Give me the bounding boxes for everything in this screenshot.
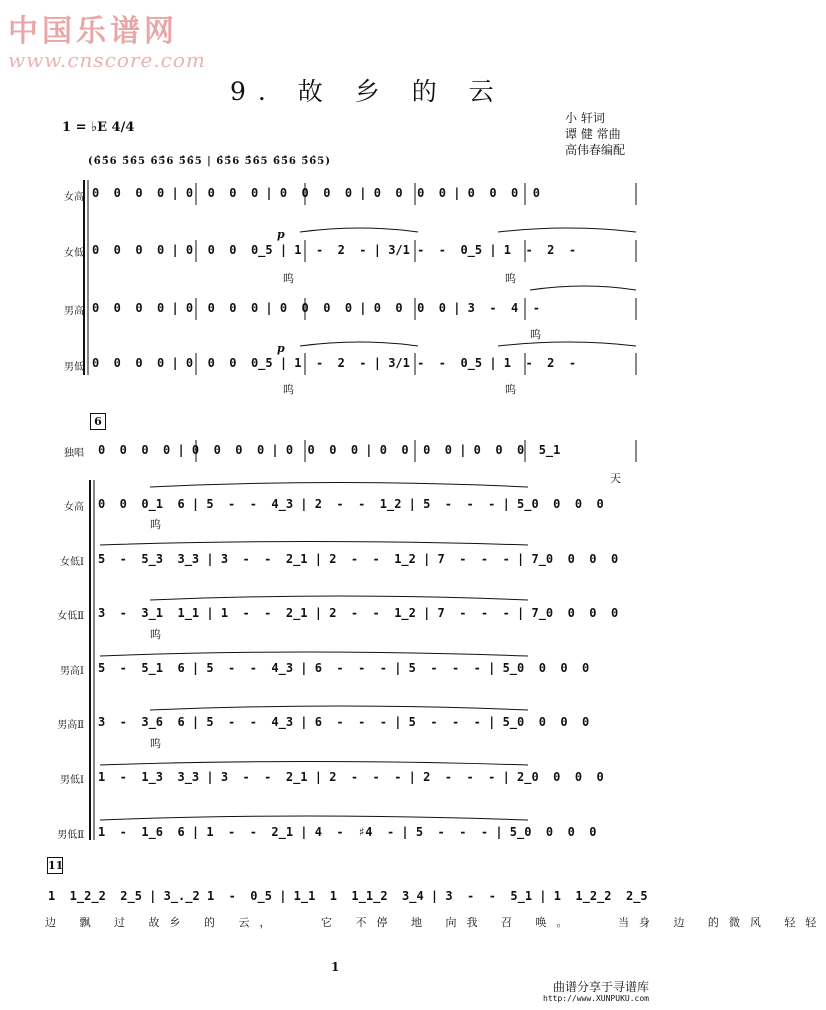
part-lyric: 呜 [505, 383, 516, 396]
part-notes: 0 0 0 0 | 0 0 0 0̲5 | 1 - 2 - | 3/1 - - 0̲5 | 1 - 2 - [92, 243, 577, 257]
part-lyric: 呜 [530, 328, 541, 341]
watermark-url: www.cnscore.com [8, 48, 206, 72]
dynamic-marking: p [277, 342, 285, 355]
part-label: 女低 [64, 248, 84, 259]
part-notes: 0 0 0 0 | 0 0 0 0 | 0 0 0 0 | 0 0 0 0 | 0 0 0 0 [92, 186, 540, 200]
melody-lyrics: 边 飘 过 故乡 的 云， 它 不停 地 向我 召 唤。 当身 边 的微风 轻轻 [45, 916, 826, 929]
page-number: 1 [331, 960, 340, 974]
part-notes: 5 - 5̲3 3̲3 | 3 - - 2̲1 | 2 - - 1̲2 | 7 - - - | 7̲0 0 0 0 [98, 552, 619, 566]
part-notes: 3 - 3̲6 6 | 5 - - 4̲3 | 6 - - - | 5 - - - | 5̲0 0 0 0 [98, 715, 590, 729]
part-notes: 0 0 0 0 | 0 0 0 0̲5 | 1 - 2 - | 3/1 - - 0̲5 | 1 - 2 - [92, 356, 577, 370]
credit-composer: 谭 健 常曲 [565, 127, 621, 141]
credit-arranger: 高伟春编配 [565, 143, 626, 157]
part-label: 独唱 [64, 448, 84, 459]
page-title: 9. 故 乡 的 云 [230, 77, 506, 106]
part-notes: 3 - 3̲1 1̲1 | 1 - - 2̲1 | 2 - - 1̲2 | 7 - - - | 7̲0 0 0 0 [98, 606, 619, 620]
intro-notes: (6̂5̂6 5̂6̂5 6̂5̂6 5̂6̂5 | 6̂5̂6 5̂6̂5 6̂5̂6 5̂6̂5) [88, 156, 331, 167]
part-label: 女低Ⅰ [60, 557, 84, 568]
part-lyric: 呜 [283, 383, 294, 396]
part-lyric: 呜 [505, 272, 516, 285]
part-label: 男高Ⅰ [60, 666, 84, 677]
part-label: 男高Ⅱ [57, 720, 84, 731]
part-label: 男低Ⅰ [60, 775, 84, 786]
part-label: 女高 [64, 192, 84, 203]
part-notes: 0 0 0 0 | 0 0 0 0 | 0 0 0 0 | 0 0 0 0 | 3 - 4 - [92, 301, 540, 315]
part-lyric: 呜 [150, 518, 161, 531]
part-label: 女高 [64, 502, 84, 513]
part-lyric: 呜 [150, 628, 161, 641]
part-notes: 5 - 5̲1 6 | 5 - - 4̲3 | 6 - - - | 5 - - - | 5̲0 0 0 0 [98, 661, 590, 675]
part-label: 女低Ⅱ [57, 611, 84, 622]
part-notes: 1 - 1̲3 3̲3 | 3 - - 2̲1 | 2 - - - | 2 - - - | 2̲0 0 0 0 [98, 770, 604, 784]
part-notes: 0 0 0 0 | 0 0 0 0 | 0 0 0 0 | 0 0 0 0 | 0 0 0 5̲1 [98, 443, 561, 457]
credit-lyricist: 小 轩词 [565, 111, 605, 125]
rehearsal-mark: 11 [48, 859, 64, 872]
part-notes: 1 - 1̲6 6 | 1 - - 2̲1 | 4 - ♯4 - | 5 - - - | 5̲0 0 0 0 [98, 825, 597, 839]
watermark-chinese: 中国乐谱网 [8, 14, 178, 49]
part-lyric: 呜 [283, 272, 294, 285]
part-label: 男高 [64, 306, 84, 317]
part-label: 男低Ⅱ [57, 830, 84, 841]
part-lyric: 呜 [150, 737, 161, 750]
footer-site-name: 曲谱分享于寻谱库 [553, 980, 650, 994]
dynamic-marking: p [277, 228, 285, 241]
key-signature: 1 = ♭E 4/4 [62, 120, 135, 135]
melody-notes: 1 1̲2̲2 2̲5 | 3̲.̲2 1 - 0̲5 | 1̲1 1 1̲1̲2 3̲4 | 3 - - 5̲1 | 1 1̲2̲2 2̲5 [48, 889, 648, 903]
footer-url[interactable]: http://www.XUNPUKU.com [543, 994, 649, 1003]
part-label: 男低 [64, 362, 84, 373]
part-notes: 0 0 0̲1 6 | 5 - - 4̲3 | 2 - - 1̲2 | 5 - - - | 5̲0 0 0 0 [98, 497, 604, 511]
rehearsal-mark: 6 [90, 413, 106, 430]
part-lyric: 天 [610, 472, 621, 485]
